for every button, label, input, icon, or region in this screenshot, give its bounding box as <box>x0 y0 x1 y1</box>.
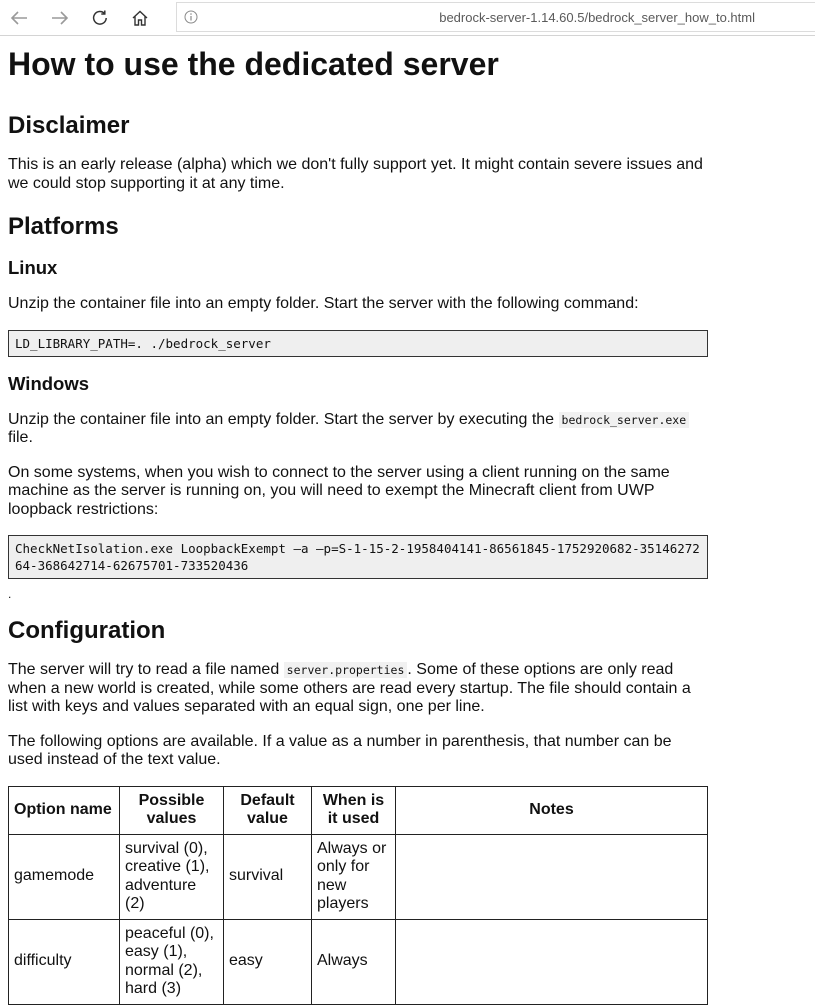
forward-button[interactable] <box>45 4 75 32</box>
home-icon <box>131 9 149 27</box>
header-default-value: Default value <box>224 786 312 834</box>
info-icon[interactable] <box>184 10 198 24</box>
options-table <box>8 786 708 1005</box>
possible-values-cell: survival (0), creative (1), adventure (2) <box>120 834 224 919</box>
disclaimer-text: This is an early release (alpha) which we don't fully support yet. It might contain severe issues and we could stop supporting it at any time. <box>8 156 703 192</box>
header-option-name: Option name <box>9 786 120 834</box>
windows-heading: Windows <box>8 372 90 394</box>
configuration-text <box>8 661 708 717</box>
platforms-heading: Platforms <box>8 213 119 240</box>
default-value-cell: survival <box>224 834 312 919</box>
header-possible-values: Possible values <box>120 786 224 834</box>
linux-command: LD_LIBRARY_PATH=. ./bedrock_server <box>8 330 708 357</box>
arrow-left-icon <box>10 10 28 26</box>
page-title: How to use the dedicated server <box>8 46 499 82</box>
when-used-cell: Always <box>312 919 396 1004</box>
notes-cell <box>396 834 708 919</box>
configuration-text-before: The server will try to read a file named <box>8 661 284 678</box>
disclaimer-heading: Disclaimer <box>8 112 130 139</box>
linux-text: Unzip the container file into an empty folder. Start the server with the following command: <box>8 295 639 312</box>
table-row <box>9 919 708 1004</box>
option-name-cell: gamemode <box>9 834 120 919</box>
windows-text <box>8 411 708 448</box>
when-used-cell: Always or only for new players <box>312 834 396 919</box>
loopback-text: On some systems, when you wish to connect to the server using a client running on the same machine as the server is running on, you will need to exempt the Minecraft client from UWP loopback restrictions: <box>8 463 670 518</box>
back-button[interactable] <box>4 4 34 32</box>
header-notes: Notes <box>396 786 708 834</box>
linux-heading: Linux <box>8 257 58 278</box>
browser-toolbar <box>0 0 815 36</box>
windows-text-before: Unzip the container file into an empty folder. Start the server by executing the <box>8 410 559 428</box>
configuration-heading: Configuration <box>8 617 166 644</box>
header-when-used: When is it used <box>312 786 396 834</box>
trailing-dot: . <box>8 587 12 601</box>
refresh-button[interactable] <box>85 4 115 32</box>
table-row <box>9 834 708 919</box>
address-bar[interactable] <box>176 2 815 32</box>
option-name-cell: difficulty <box>9 919 120 1004</box>
page-content <box>8 36 708 1005</box>
configuration-text-after: . Some of these options are only read when a new world is created, while some others are read every startup. The file should contain a list with keys and values separated with an equal sign, one per line. <box>8 661 691 715</box>
default-value-cell: easy <box>224 919 312 1004</box>
url-text[interactable]: bedrock-server-1.14.60.5/bedrock_server_how_to.html <box>439 10 755 25</box>
loopback-command: CheckNetIsolation.exe LoopbackExempt –a –p=S-1-15-2-1958404141-86561845-1752920682-3514627264-368642714-62675701-733520436 <box>8 535 708 579</box>
notes-cell <box>396 919 708 1004</box>
home-button[interactable] <box>125 4 155 32</box>
possible-values-cell: peaceful (0), easy (1), normal (2), hard (3) <box>120 919 224 1004</box>
properties-filename: server.properties <box>284 662 408 678</box>
windows-text-after: file. <box>8 429 33 446</box>
arrow-right-icon <box>51 10 69 26</box>
table-header-row <box>9 786 708 834</box>
options-text: The following options are available. If a value as a number in parenthesis, that number can be used instead of the text value. <box>8 732 672 768</box>
refresh-icon <box>91 9 109 27</box>
exe-filename: bedrock_server.exe <box>559 412 690 428</box>
